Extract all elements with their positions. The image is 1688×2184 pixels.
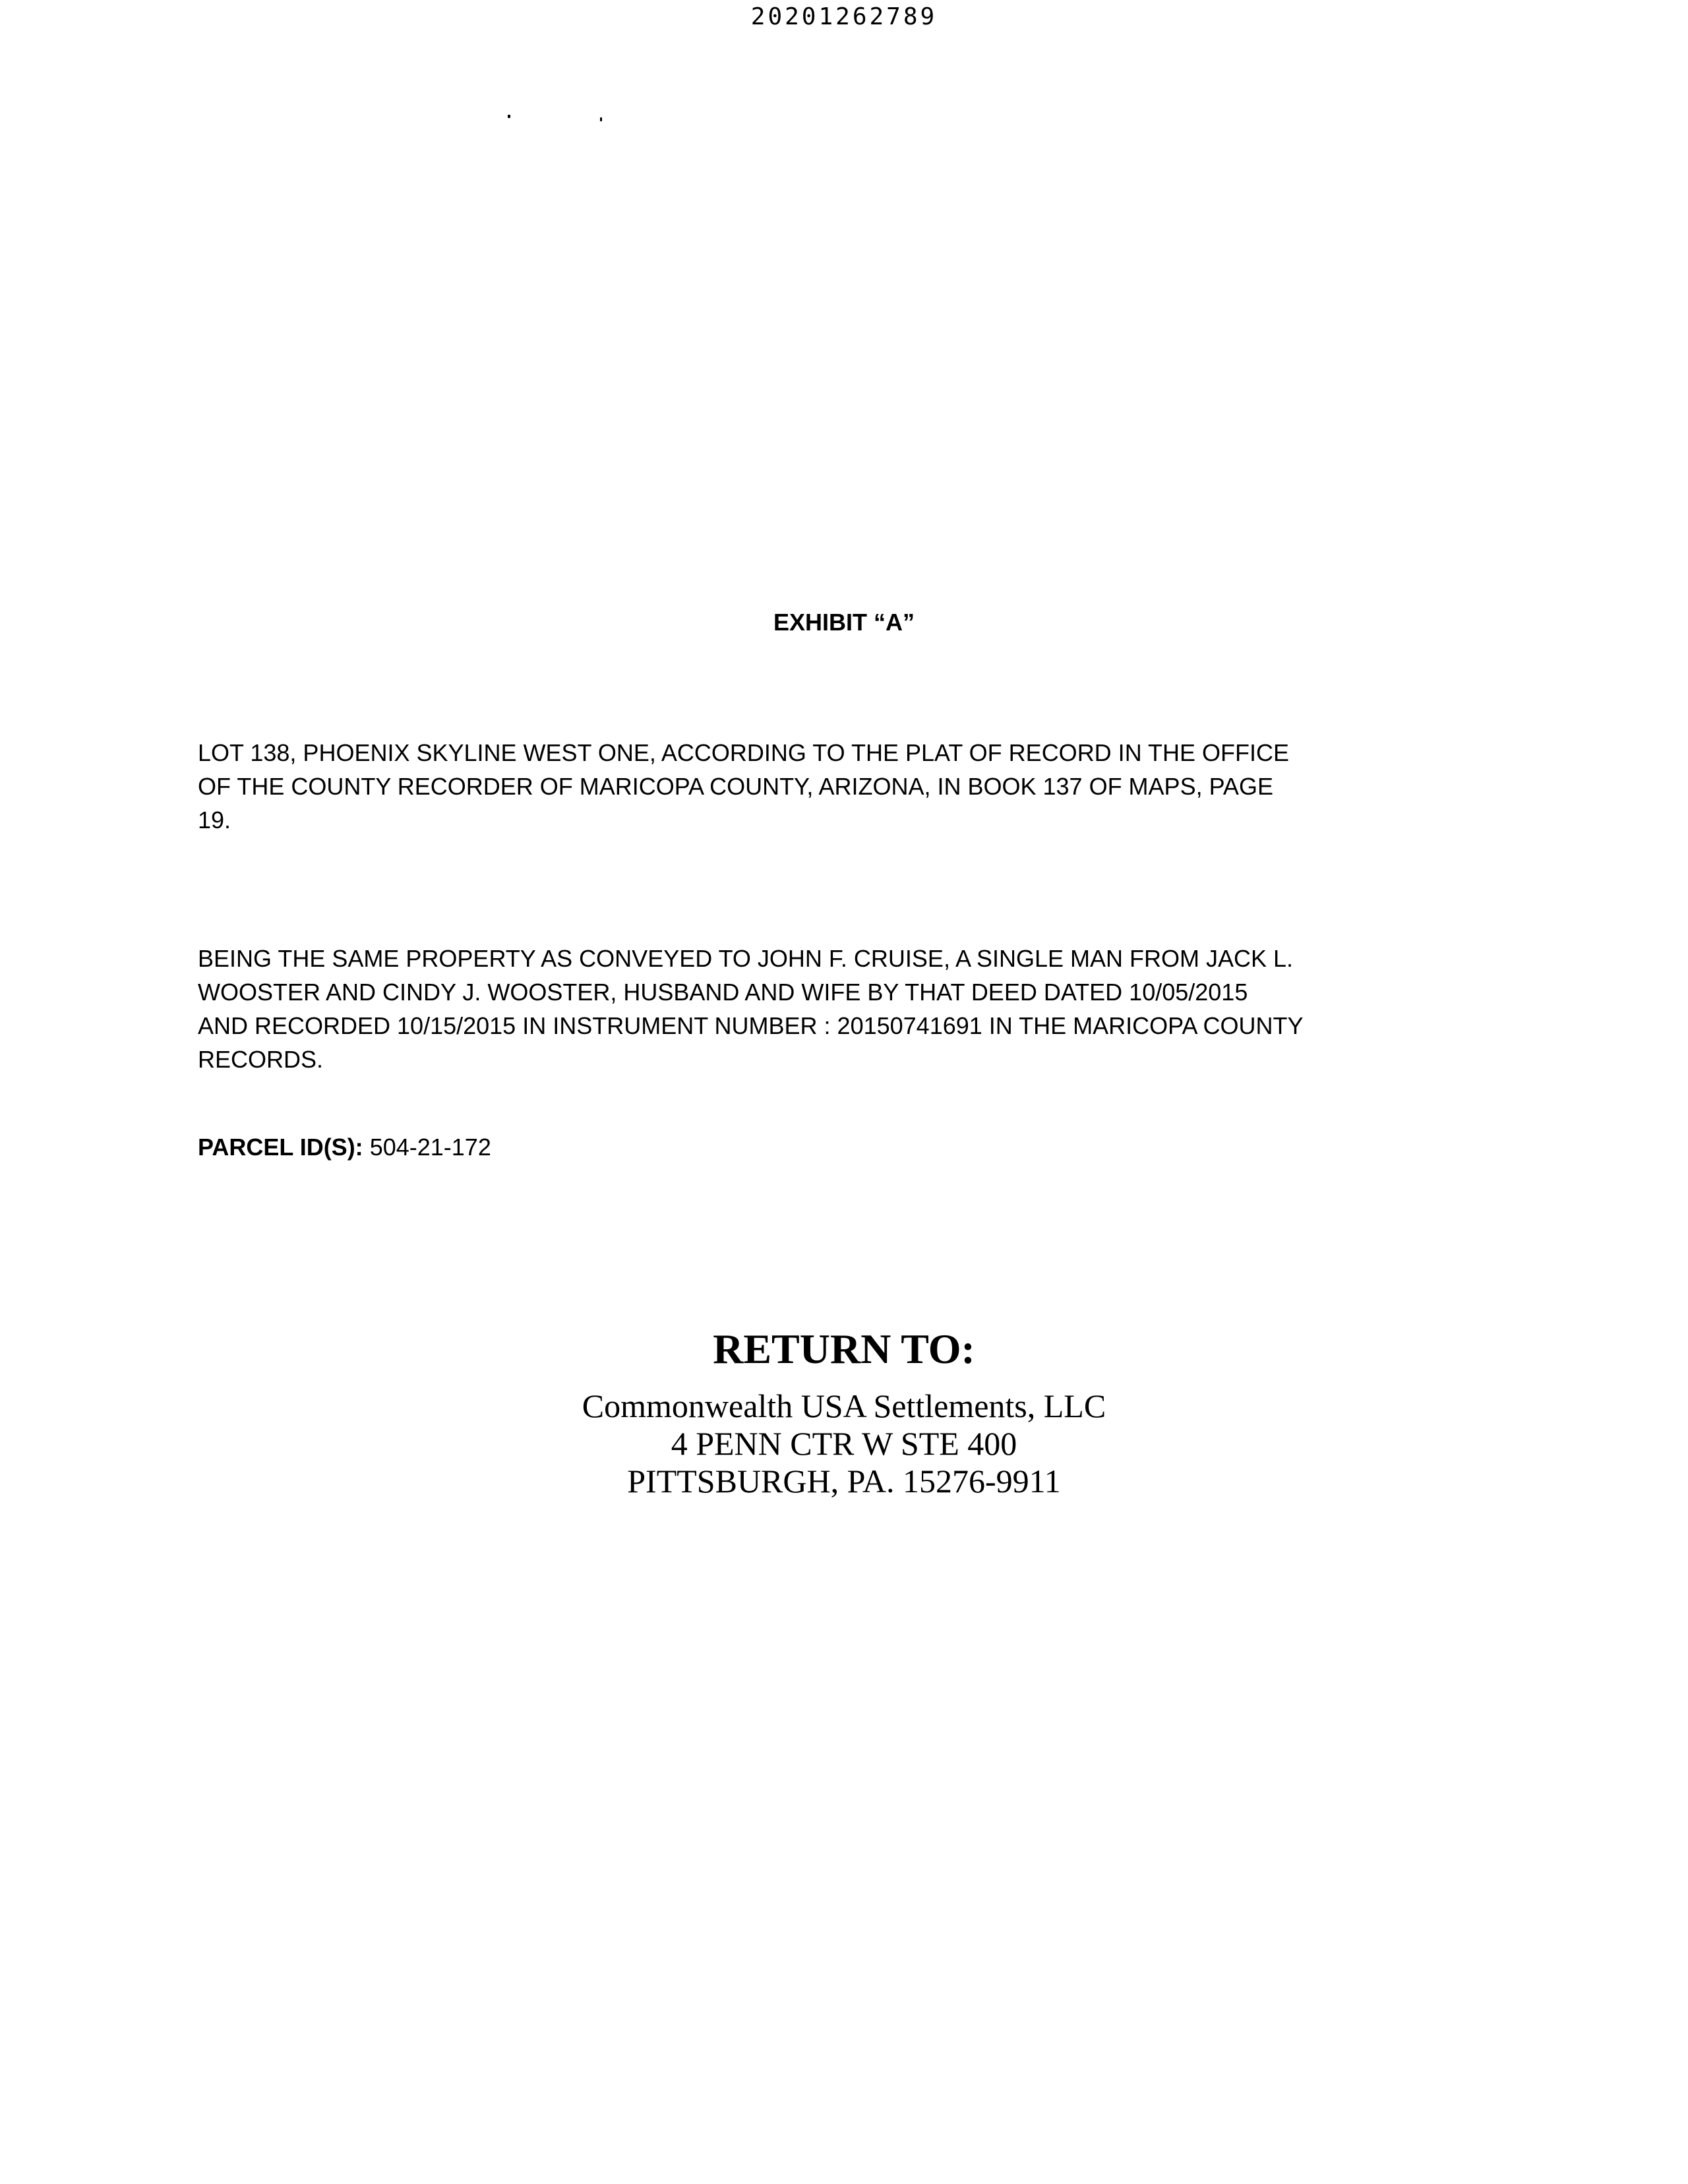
return-address-line2: PITTSBURGH, PA. 15276-9911 bbox=[627, 1463, 1061, 1500]
exhibit-title: EXHIBIT “A” bbox=[773, 609, 915, 636]
scan-speck bbox=[508, 115, 510, 118]
conveyance-paragraph: BEING THE SAME PROPERTY AS CONVEYED TO JOHN F. CRUISE, A SINGLE MAN FROM JACK L. WOOSTER AND CINDY J. WOOSTER, HUSBAND AND WIFE BY THAT DEED DATED 10/05/2015 AND RECORDED 10/15/2015 IN INSTRUMENT NUMBER : 20150741691 IN THE MARICOPA COUNTY RECORDS. bbox=[198, 945, 1304, 1073]
return-company: Commonwealth USA Settlements, LLC bbox=[582, 1387, 1106, 1424]
recording-number: 20201262789 bbox=[750, 3, 938, 30]
scan-speck bbox=[600, 117, 602, 121]
parcel-id-line bbox=[198, 1133, 491, 1162]
return-to-heading: RETURN TO: bbox=[713, 1325, 975, 1372]
legal-description: LOT 138, PHOENIX SKYLINE WEST ONE, ACCORDING TO THE PLAT OF RECORD IN THE OFFICE OF THE COUNTY RECORDER OF MARICOPA COUNTY, ARIZONA, IN BOOK 137 OF MAPS, PAGE 19. bbox=[198, 739, 1290, 834]
parcel-id-value: 504-21-172 bbox=[369, 1134, 491, 1161]
return-address-line1: 4 PENN CTR W STE 400 bbox=[671, 1425, 1017, 1462]
return-to-block bbox=[0, 1323, 1688, 1500]
parcel-id-label: PARCEL ID(S): bbox=[198, 1134, 363, 1161]
